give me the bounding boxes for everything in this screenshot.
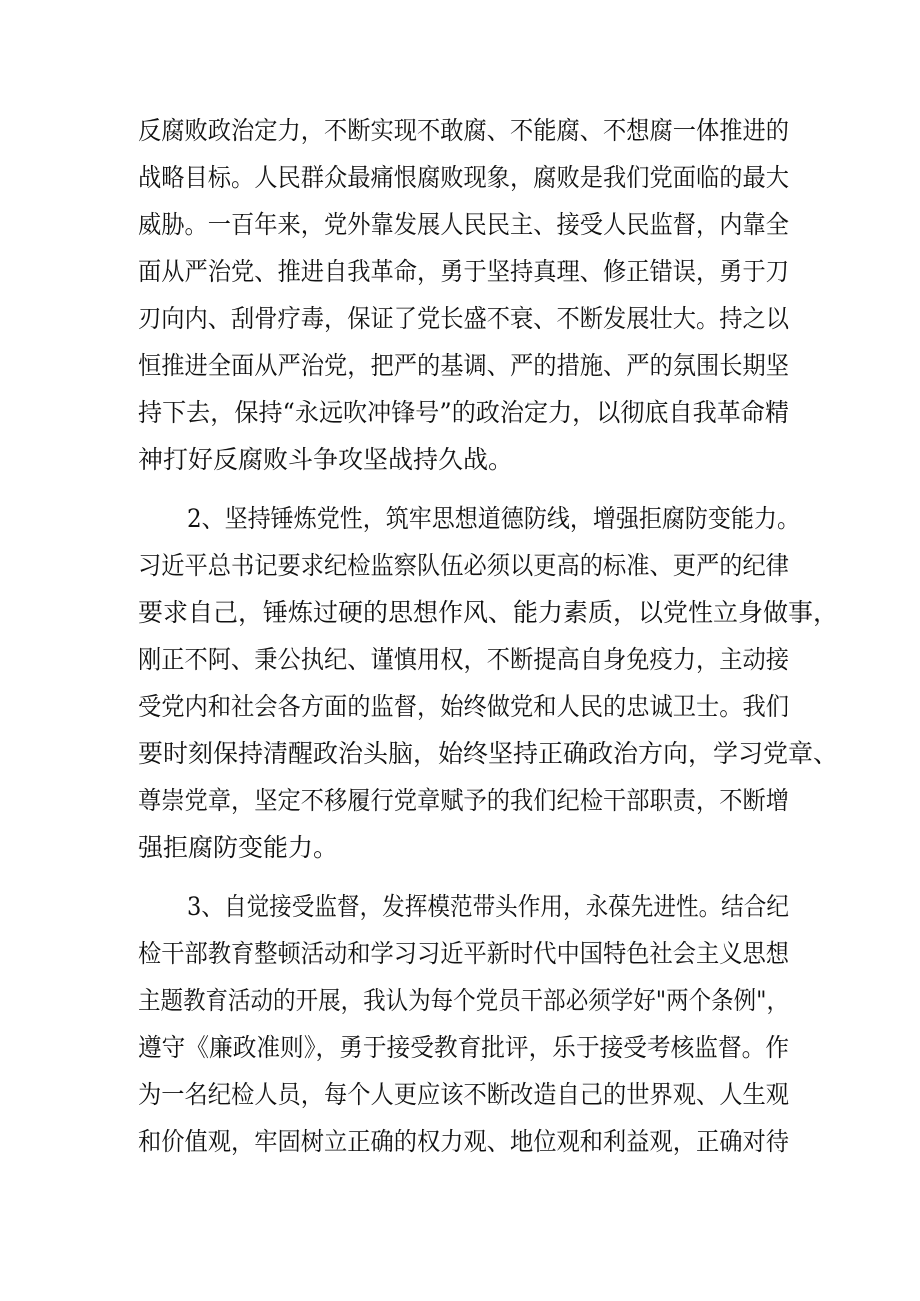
text-line: 受党内和社会各方面的监督，始终做党和人民的忠诚卫士。我们 <box>138 692 790 721</box>
text-line: 要求自己，锤炼过硬的思想作风、能力素质，以党性立身做事， <box>138 598 839 627</box>
text-line: 为一名纪检人员，每个人更应该不断改造自己的世界观、人生观 <box>138 1080 790 1109</box>
text-line: 要时刻保持清醒政治头脑，始终坚持正确政治方向，学习党章、 <box>138 739 839 768</box>
text-line: 威胁。一百年来，党外靠发展人民民主、接受人民监督，内靠全 <box>138 210 790 239</box>
text-line: 面从严治党、推进自我革命，勇于坚持真理、修正错误，勇于刀 <box>138 257 790 286</box>
text-line: 习近平总书记要求纪检监察队伍必须以更高的标准、更严的纪律 <box>138 551 790 580</box>
text-line: 神打好反腐败斗争攻坚战持久战。 <box>138 445 514 474</box>
text-line: 和价值观，牢固树立正确的权力观、地位观和利益观，正确对待 <box>138 1127 790 1156</box>
text-line: 反腐败政治定力，不断实现不敢腐、不能腐、不想腐一体推进的 <box>138 116 790 145</box>
text-line: 3、自觉接受监督，发挥模范带头作用，永葆先进性。结合纪 <box>187 892 789 921</box>
text-line: 检干部教育整顿活动和学习习近平新时代中国特色社会主义思想 <box>138 939 790 968</box>
text-line: 战略目标。人民群众最痛恨腐败现象，腐败是我们党面临的最大 <box>138 163 790 192</box>
text-line: 尊崇党章，坚定不移履行党章赋予的我们纪检干部职责，不断增 <box>138 786 790 815</box>
text-line: 主题教育活动的开展，我认为每个党员干部必须学好"两个条例"， <box>138 986 790 1015</box>
text-line: 遵守《廉政准则》，勇于接受教育批评，乐于接受考核监督。作 <box>138 1033 790 1062</box>
text-line: 刚正不阿、秉公执纪、谨慎用权，不断提高自身免疫力，主动接 <box>138 645 790 674</box>
text-line: 恒推进全面从严治党，把严的基调、严的措施、严的氛围长期坚 <box>138 351 790 380</box>
text-line: 强拒腐防变能力。 <box>138 833 339 862</box>
text-line: 刃向内、刮骨疗毒，保证了党长盛不衰、不断发展壮大。持之以 <box>138 304 790 333</box>
text-line: 2、坚持锤炼党性，筑牢思想道德防线，增强拒腐防变能力。 <box>187 504 800 533</box>
text-line: 持下去，保持“永远吹冲锋号”的政治定力，以彻底自我革命精 <box>138 398 789 427</box>
